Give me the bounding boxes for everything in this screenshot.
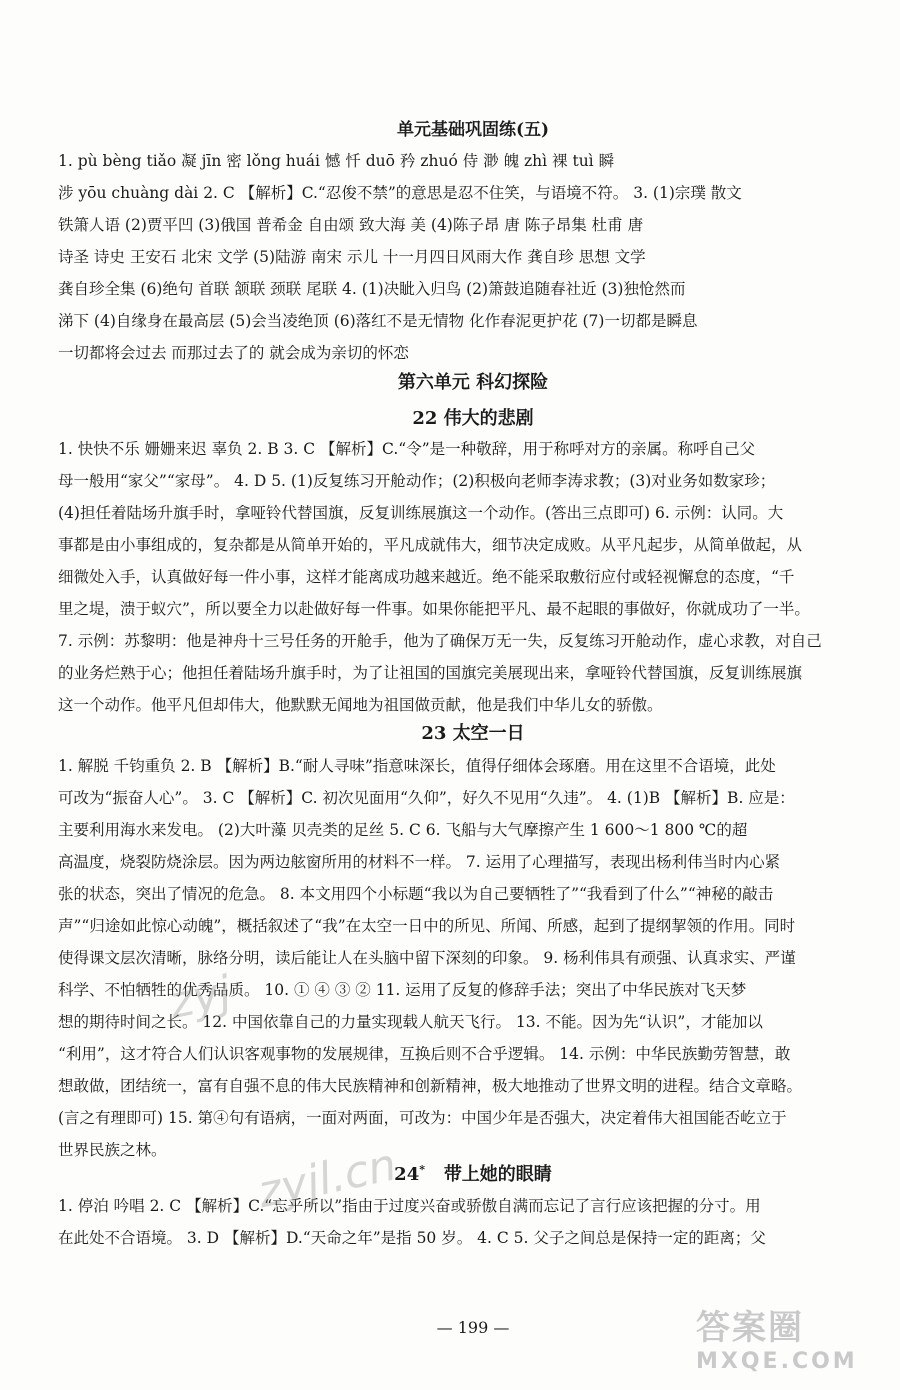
unit-review-title: 单元基础巩固练(五) (396, 120, 550, 140)
text-line: 想敢做，团结统一，富有自强不息的伟大民族精神和创新精神，极大地推动了世界文明的进程。结合文章略。 (58, 1077, 803, 1095)
text-line: 涕下 (4)自缘身在最高层 (5)会当凌绝顶 (6)落红不是无情物 化作春泥更护花 (7)一切都是瞬息 (58, 312, 698, 330)
text-line: 诗圣 诗史 王安石 北宋 文学 (5)陆游 南宋 示儿 十一月四日风雨大作 龚自珍 思想 文学 (58, 248, 646, 266)
watermark-bottom-text: MXQE.COM (696, 1349, 858, 1374)
text-line: 的业务烂熟于心；他担任着陆场升旗手时，为了让祖国的国旗完美展现出来，拿哑铃代替国旗，反复训练展旗 (58, 664, 803, 682)
text-line: 1. 停泊 吟唱 2. C 【解析】C.“忘乎所以”指由于过度兴奋或骄傲自满而忘记了言行应该把握的分寸。用 (58, 1197, 761, 1215)
text-line: 1. 快快不乐 姗姗来迟 辜负 2. B 3. C 【解析】C.“令”是一种敬辞，用于称呼对方的亲属。称呼自己父 (58, 440, 756, 458)
text-line: 科学、不怕牺牲的优秀品质。 10. ① ④ ③ ② 11. 运用了反复的修辞手法；突出了中华民族对飞天梦 (58, 981, 747, 999)
text-line: 一切都将会过去 而那过去了的 就会成为亲切的怀恋 (58, 344, 409, 362)
text-line: 想的期待时间之长。 12. 中国依靠自己的力量实现载人航天飞行。 13. 不能。因为先“认识”，才能加以 (58, 1013, 763, 1031)
text-line: 1. 解脱 千钧重负 2. B 【解析】B.“耐人寻味”指意味深长，值得仔细体会琢磨。用在这里不合语境，此处 (58, 757, 776, 775)
text-line: 张的状态，突出了情况的危急。 8. 本文用四个小标题“我以为自己要牺牲了”“我看到了什么”“神秘的敲击 (58, 885, 774, 903)
text-line: 里之堤，溃于蚁穴”，所以要全力以赴做好每一件事。如果你能把平凡、最不起眼的事做好，你就成功了一半。 (58, 600, 810, 618)
text-line: (言之有理即可) 15. 第④句有语病，一面对两面，可改为：中国少年是否强大，决定着伟大祖国能否屹立于 (58, 1109, 787, 1127)
watermark-zyj: zyj (165, 966, 236, 1030)
lesson-22-title: 22 伟大的悲剧 (412, 408, 534, 429)
lesson-23-answers (58, 750, 888, 1166)
watermark-top-text: 答案圈 (696, 1308, 804, 1348)
text-line: 在此处不合语境。 3. D 【解析】D.“天命之年”是指 50 岁。 4. C 5. 父子之间总是保持一定的距离；父 (58, 1229, 766, 1247)
watermark-logo (696, 1300, 886, 1382)
text-line: 主要利用海水来发电。 (2)大叶藻 贝壳类的足丝 5. C 6. 飞船与大气摩擦产生 1 600～1 800 ℃的超 (58, 821, 748, 839)
text-line: 细微处入手，认真做好每一件小事，这样才能离成功越来越近。绝不能采取敷衍应付或轻视懈怠的态度，“千 (58, 568, 795, 586)
text-line: (4)担任着陆场升旗手时，拿哑铃代替国旗，反复训练展旗这一个动作。(答出三点即可) 6. 示例：认同。大 (58, 504, 784, 522)
lesson-24-answers (58, 1190, 888, 1254)
optional-star: * (419, 1163, 425, 1176)
text-line: 使得课文层次清晰，脉络分明，读后能让人在头脑中留下深刻的印象。 9. 杨利伟具有顽强、认真求实、严谨 (58, 949, 796, 967)
text-line: 高温度，烧裂防烧涂层。因为两边舷窗所用的材料不一样。 7. 运用了心理描写，表现出杨利伟当时内心紧 (58, 853, 781, 871)
text-line: 涉 yōu chuàng dài 2. C 【解析】C.“忍俊不禁”的意思是忍不住笑，与语境不符。 3. (1)宗璞 散文 (58, 184, 742, 202)
text-line: 7. 示例：苏黎明：他是神舟十三号任务的开舱手，他为了确保万无一失，反复练习开舱动作，虚心求教，对自己 (58, 632, 822, 650)
text-line: “利用”，这才符合人们认识客观事物的发展规律，互换后则不合乎逻辑。 14. 示例：中华民族勤劳智慧，敢 (58, 1045, 791, 1063)
unit-review-answers (58, 145, 888, 369)
text-line: 铁箫人语 (2)贾平凹 (3)俄国 普希金 自由颂 致大海 美 (4)陈子昂 唐 陈子昂集 杜甫 唐 (58, 216, 644, 234)
lesson-22-answers (58, 433, 888, 721)
text-line: 龚自珍全集 (6)绝句 首联 颔联 颈联 尾联 4. (1)决眦入归鸟 (2)箫鼓追随春社近 (3)独怆然而 (58, 280, 686, 298)
lesson-number: 24 (394, 1164, 420, 1185)
text-line: 母一般用“家父”“家母”。 4. D 5. (1)反复练习开舱动作；(2)积极向老师李涛求教；(3)对业务如数家珍； (58, 472, 776, 490)
text-line: 1. pù bèng tiǎo 凝 jīn 密 lǒng huái 憾 忏 duō 矜 zhuó 侍 渺 魄 zhì 裸 tuì 瞬 (58, 152, 615, 170)
page-number: — 199 — (436, 1318, 510, 1337)
lesson-name: 带上她的眼睛 (443, 1164, 552, 1185)
lesson-23-title: 23 太空一日 (421, 723, 525, 744)
text-line: 事都是由小事组成的，复杂都是从简单开始的，平凡成就伟大，细节决定成败。从平凡起步，从简单做起，从 (58, 536, 803, 554)
text-line: 这一个动作。他平凡但却伟大，他默默无闻地为祖国做贡献，他是我们中华儿女的骄傲。 (58, 696, 663, 714)
text-line: 声”“归途如此惊心动魄”，概括叙述了“我”在太空一日中的所见、所闻、所感，起到了提纲挈领的作用。同时 (58, 917, 796, 935)
lesson-24-title (58, 1160, 888, 1186)
section-title: 第六单元 科幻探险 (397, 372, 549, 393)
text-line: 可改为“振奋人心”。 3. C 【解析】C. 初次见面用“久仰”，好久不见用“久违”。 4. (1)B 【解析】B. 应是： (58, 789, 795, 807)
text-line: 世界民族之林。 (58, 1141, 167, 1159)
watermark-zyjl: zyjl.cn (253, 1139, 401, 1219)
